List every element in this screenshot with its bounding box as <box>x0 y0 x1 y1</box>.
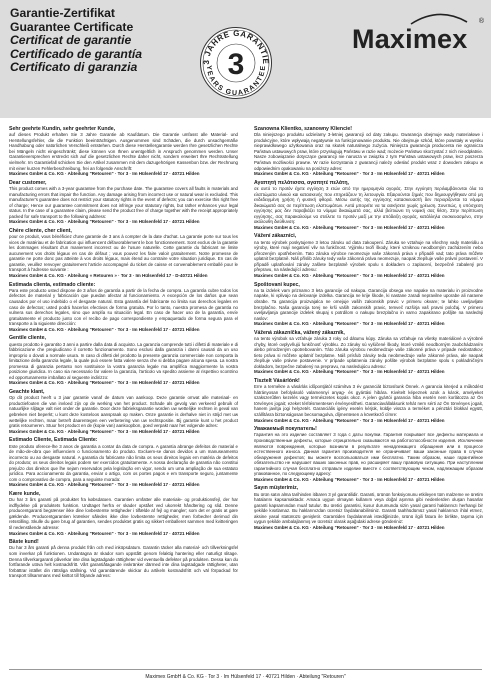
seal-bottom-text: YEARS GUARANTEE <box>204 65 268 98</box>
section-heading: Kære kunde, <box>9 490 41 497</box>
section-heading: Dear customer, <box>9 179 47 186</box>
section-pl <box>254 126 483 177</box>
title-fr: Certificat de garantie <box>10 33 132 48</box>
title-it: Certificato di garanzia <box>10 60 138 75</box>
section-sl <box>254 282 483 327</box>
section-heading: Estimada clienta, estimado cliente: <box>9 281 96 288</box>
section-address: Maximex GmbH & Co. KG · Abteilung « Retouren » · Tor 3 · Im Hülsenfeld 17 · D-40721 Hilden <box>9 273 208 279</box>
section-address: Maximex GmbH & Co. KG · Abteilung "Retouren" · Tor 3 · Im Hülsenfeld 17 · 40721 Hilden <box>254 273 445 279</box>
section-tr <box>254 485 483 530</box>
guarantee-seal-icon <box>199 26 273 100</box>
brand-logo <box>352 18 484 58</box>
section-hu <box>254 378 483 423</box>
section-de <box>9 126 238 177</box>
section-cs <box>254 233 483 278</box>
section-body: auf dieses Produkt erhalten Sie 3 Jahre Garantie ab Kaufdatum. Die Garantie umfasst alle Material- und Herstellungsfehler, die die Funktion beeinträchtigen. Ausgenommen sind Schäden, die durch unsachgemäße Handhabung oder natürlichen Verschleiß entstehen. Durch diese Herstellergarantie werden Ihre gesetzlichen Rechte bei Mängeln nicht eingeschränkt; diese können von Ihnen unentgeltlich in Anspruch genommen werden. Unser Garantieversprechen erstreckt sich auf die gesetzlichen Rechte daher nicht, sondern erweitert Ihre Rechtsstellung vielmehr. Im Garantiefall schicken Sie den Artikel zusammen mit dem dazugehörigen Kassenbon bzw. der Rechnung mit einer kurzen Fehlerbeschreibung, frei an folgende Anschrift: <box>9 132 238 171</box>
section-it <box>9 335 238 386</box>
title-es: Certificado de garantía <box>10 46 143 61</box>
section-body: na tento výrobok sa vzťahuje záruka 3 roky od dátumu kúpy. Záruka sa vzťahuje na všetky materiálové a výrobné chyby, ktoré ovplyvňujú funkčnosť výrobku. Zo záruky sú vylúčené škody, ktoré vznikli neodborným zaobchádzaním alebo prirodzeným opotrebovaním. Táto záruka výrobcu neobmedzuje vaše zákonné práva v prípade nedostatkov; tieto práva si môžete uplatniť bezplatne. Náš prísľub záruky teda neobmedzuje vaše zákonné práva, ale naopak zlepšuje vaše právne postavenie. V prípade uplatnenia záruky pošlite výrobok bezplatne spolu s pokladničným dokladom, bezpečne zabalený na prepravu, na nasledujúcu adresu: <box>254 336 483 369</box>
section-heading: Уважаемый покупатель! <box>254 426 317 433</box>
section-address: Maximex GmbH & Co. KG · Abteilung "Retouren" · Tor 3 · Im Hülsenfeld 17 · 40721 Hilden <box>254 369 445 375</box>
section-sv <box>9 539 238 579</box>
section-body: pour ce produit, vous bénéficiez d'une garantie de 3 ans à compter de la date d'achat. La garantie porte sur tous les vices de matériau et de fabrication qui influencent défavorablement le bon fonctionnement. Sont exclus de la garantie les dommages résultant d'un maniement incorrect ou de l'usure naturelle. Cette garantie du fabricant ne limite aucunement vos droits légaux en cas de défaut ; vous pouvez les faire valoir gratuitement. Notre promesse de garantie ne porte donc pas atteinte à vos droits légaux, mais étend au contraire votre situation juridique. En cas de garantie, veuillez renvoyer gratuitement l'article accompagné du ticket de caisse et convenablement emballé pour le transport à l'adresse suivante : <box>9 234 238 273</box>
section-body: Bu ürün satın alma tarihinden itibaren 3 yıl garantilidir. Garanti, ürünün fonksiyonunu etkileyen tüm malzeme ve üretim hatalarını kapsamaktadır. Amaca uygun olmayan kullanım veya doğal aşınma gibi nedenlerden oluşan hasarlar garanti kapsamından muaf tutulur. Bu üretici garantisi, kusur durumunda sizin yasal garanti haklarınızı herhangi bir şekilde kısıtlamaz. Bu haklarınızdan ücretsiz faydalanabilirsiniz. Garanti taahhüdümüz yasal haklarınızı ihlal etmez, aksine yasal statünüzü genişletir. Garantiden faydalanmak istediğinizde, ürünü ilgili fatura ile birlikte, taşıma için uygun şekilde ambalajlanmış ve ücretsiz olarak aşağıdaki adrese gönderiniz: <box>254 491 483 525</box>
section-heading: Estimado Cliente, Estimada Cliente: <box>9 437 98 444</box>
title-de: Garantie-Zertifikat <box>10 6 115 20</box>
section-address: Maximex GmbH & Co. KG · Abteilung "Retouren" · Tor 3 · Im Hülsenfeld 17 · 40721 Hilden <box>254 417 445 423</box>
section-body: This product comes with a 3-year guarantee from the purchase date. The guarantee covers all faults in materials and manufacturing errors that impair the function. Any damage arising from incorrect use or natural wear is excluded. This manufacturer's guarantee does not restrict your statutory rights in the event of defects; you can exercise this right free of charge; Hence our guarantee commitment does not infringe your statutory rights, but rather enhances your legal status. In the case of a guarantee claim, please send the product free of charge together with the receipt appropriately packed for safe transport to the following address: <box>9 186 238 219</box>
section-da <box>9 491 238 536</box>
section-el <box>254 180 483 231</box>
section-address: Maximex GmbH & Co. KG · Abteilung "Retouren" · Tor 3 · Im Hülsenfeld 17 · 40721 Hilden <box>9 380 200 386</box>
section-address: Maximex GmbH & Co. KG · Abteilung "Retouren" · Tor 3 · Im Hülsenfeld 17 · 40721 Hilden <box>9 219 200 225</box>
title-en: Guarantee Certificate <box>10 19 134 34</box>
section-body: questo prodotto è garantito 3 anni a partire dalla data di acquisto. La garanzia comprende tutti i difetti di materiale e di fabbricazione che pregiudicano il corretto funzionamento. Sono esclusi dalla garanzia i danni causati da un uso improprio o dovuti a normale usura. In caso di difetti del prodotto la presente garanzia commerciale non comporta la limitazione della garanzia legale, la quale può essere fatta valere senza che si debba pagare alcuna spesa. La nostra promessa di garanzia pertanto non sostituisce la vostra garanzia legale ma amplifica maggiormente la vostra posizione giuridica. In caso sia necessario far valere la garanzia, l'articolo va spedito assieme al rispettivo scontrino ed opportunamente imballato al seguente indirizzo: <box>9 341 238 380</box>
section-address: Maximex GmbH & Co. KG · Abteilung "Retouren" · Tor 3 · Im Hülsenfeld 17 · 40721 Hilden <box>9 482 200 488</box>
section-address: Maximex GmbH & Co. KG · Abteilung "Retouren" · Tor 3 · Im Hülsenfeld 17 · 40721 Hilden <box>9 428 200 434</box>
section-body: Du har 3 års garanti på produktet fra købsdatoen. Garantien omfatter alle materiale- og produktionsfejl, der har indflydelse på produktets funktion. Undtaget herfra er skader opstået ved ukorrekt håndtering og slid. Denne producentgaranti begrænser ikke dine lovbestemte rettigheder i tilfælde af fejl og mangler; som det er gratis at gøre gældende. Producentgarantien krænker således ikke dine lovbestemte rettigheder, men forbedrer derimod din retsstilling. Skulle du gøre brug af garantien, sendes produktet gratis og sikkert emballeret sammen med kvitteringen til nedenstående adresse: <box>9 497 238 530</box>
section-ru <box>254 426 483 482</box>
section-address: Maximex GmbH & Co. KG · Abteilung "Retouren" · Tor 3 · Im Hülsenfeld 17 · 40721 Hilden <box>254 224 445 230</box>
footer-divider <box>9 669 482 670</box>
section-en <box>9 180 238 225</box>
section-address: Maximex GmbH & Co. KG · Abteilung "Retouren" · Tor 3 · Im Hülsenfeld 17 · 40721 Hilden <box>254 321 445 327</box>
section-body: Erre a termékre a vásárlás időpontjától számítva 3 év garanciát biztosítunk Önnek. A garancia kiterjed a működést hátrányosan befolyásoló valamennyi anyag- és gyártási hibára. Kivételt képeznek azok a károk, amelyeket szakszerűtlen kezelés vagy természetes kopás okoz. A jelen gyártói garancia hiba esetén nem korlátozza az Ön törvényes jogait; ezeket térítésmentesen érvényesítheti. Garanciavállalásunk tehát nem sérti az Ön törvényes jogait, hanem javítja jogi helyzetét. Garanciális igény esetén kérjük, küldje vissza a terméket a pénztári blokkal együtt, szállításra biztonságosan becsomagolva, díjmentesen a következő címre: <box>254 384 483 417</box>
section-address: Maximex GmbH & Co. KG · Abteilung "Retouren" · Tor 3 · Im Hülsenfeld 17 · 40721 Hilden <box>254 476 445 482</box>
section-body: Dla niniejszego produktu udzielamy 3-letniej gwarancji od daty zakupu. Gwarancja obejmuje wady materiałowe i produkcyjne, które wpływają negatywnie na funkcjonowanie produktu. Nie obejmuje szkód, które powstały w wyniku nieprawidłowego użytkowania oraz na skutek naturalnego zużycia. Niniejsza gwarancja producenta nie ogranicza Państwa ustawowych praw, które przysługują Państwu w razie wad; możecie Państwo skorzystać z nich nieodpłatnie. Nasze zobowiązanie dotyczące gwarancji nie narusza w związku z tym Państwa ustawowych praw, lecz poszerza Państwa możliwości prawne. W razie korzystania z gwarancji należy odesłać produkt wraz z dowodem zakupu w odpowiednim opakowaniu na poniższy adres: <box>254 132 483 171</box>
section-address: Maximex GmbH & Co. KG · Abteilung "Retouren" · Tor 3 · Im Hülsenfeld 17 · 40721 Hilden <box>9 326 200 332</box>
section-body: Op dit product heeft u 3 jaar garantie vanaf de datum van aankoop. Deze garantie omvat alle materiaal- en productiefouten die van invloed zijn op de werking van het product. Schade als gevolg van verkeerd gebruik of natuurlijke slijtage valt niet onder de garantie. Door deze fabrieksgarantie worden uw wettelijke rechten in geval van gebreken niet beperkt; u kunt deze kosteloos aanspraak op maken. Onze garantie is derhalve niet in strijd met uw wettelijke rechten, maar betreft daarentegen een verbetering van uw rechtspositie. Bij garantie kunt u het product gratis retourneren. Stuur het product en de (kopie van) aankoopbon, goed verpakt naar het volgende adres: <box>9 395 238 429</box>
guarantee-text-columns <box>9 126 483 666</box>
section-heading: Szanowna Klientko, szanowny Kliencie! <box>254 126 353 132</box>
section-heading: Αγαπητή πελάτισσα, αγαπητέ πελάτη, <box>254 179 349 186</box>
section-heading: Vážená zákazníčka, vážený zákazník, <box>254 329 345 336</box>
section-address: Maximex GmbH & Co. KG · Abteilung "Retouren" · Tor 3 · Im Hülsenfeld 17 · 40721 Hilden <box>9 530 200 536</box>
seal-number: 3 <box>227 48 245 81</box>
section-body: Para este producto usted dispone de 3 años de garantía a partir de la fecha de compra. La garantía cubre todos los defectos de material y fabricación que puedan afectar al funcionamiento. A excepción de los daños que sean causados por el uso indebido o el desgaste natural. Esta garantía del fabricante no limita sus derechos legales en caso de defectos; usted podrá hacerlos efectivos de forma gratuita. Por lo tanto, nuestra promesa de garantía no vulnera sus derechos legales, sino que amplía su situación legal. En caso de hacer uso de la garantía, envíe gratuitamente el producto junto con el recibo de pago correspondiente y empaquetado de forma segura para el transporte a la siguiente dirección: <box>9 287 238 327</box>
section-heading: Spoštovani kupec, <box>254 281 300 288</box>
section-pt <box>9 437 238 488</box>
seal-top-text: 3 JAHRE GARANTIE <box>201 28 271 65</box>
trademark-symbol: ® <box>478 18 484 25</box>
section-fr <box>9 228 238 279</box>
footer-address: Maximex GmbH & Co. KG · Tor 3 · Im Hülsenfeld 17 · 40721 Hilden · Abteilung "Retouren" <box>145 674 346 680</box>
brand-name: Maximex <box>352 24 468 54</box>
certificate-titles <box>10 7 142 75</box>
section-heading: Gentile cliente, <box>9 335 46 342</box>
section-heading: Vážení zákazníci, <box>254 233 297 240</box>
section-body: Гарантия на это изделие составляет 3 года с даты покупки. Гарантия покрывает все дефекты материала и производственные дефекты, которые отрицательно сказываются на работоспособности изделия. Исключение являются повреждения, которые возникли в результате ненадлежащего обращения или в процессе естественного износа. Данная гарантия производителя не ограничивает ваши законные права в случае обнаружения дефектов; вы можете воспользоваться ими бесплатно. Таким образом, наше гарантийное обязательство не нарушает ваших законных прав, но расширяет вашу правовую ситуацию. При наступлении гарантийного случая бесплатно отправьте изделие вместе с соответствующим чеком, надлежащим образом упакованное, по следующему адресу: <box>254 432 483 477</box>
section-heading: Sehr geehrte Kundin, sehr geehrter Kunde, <box>9 126 116 132</box>
section-address: Maximex GmbH & Co. KG · Abteilung "Retouren" · Tor 3 · Im Hülsenfeld 17 · 40721 Hilden <box>254 171 445 177</box>
section-body: na ta izdelek vam priznamo 3 leta garancije od nakupa. Garancija obsega vse napake na materialu in proizvodne napake, ki vplivajo na delovanje izdelka. Garancija ne krije škode, ki nastane zaradi nepravilne uporabe ali naravne obrabe. Ta garancija proizvajalca ne omejuje vaših zakonskih pravic v primeru okvare; te lahko uveljavljate brezplačno. Naša garancija torej ne krši vaših zakonskih pravic, temveč razširja vaš pravni položaj. V primeru uveljavljanja garancije izdelek skupaj s potrdilom o nakupu brezplačno in varno zapakirano pošljite na naslednji naslov: <box>254 287 483 321</box>
section-nl <box>9 389 238 434</box>
section-heading: Geachte klant, <box>9 389 45 396</box>
section-body: na tento výrobek poskytujeme 3 letou záruku od data zakoupení. Záruka se vztahuje na všechny vady materiálu a výroby, které mají negativní vliv na funkčnost. Výjimku tvoří škody, které vzniknou neodborným zacházením nebo přirozeným opotřebením. Tato záruka výrobce neomezuje vaše zákonná práva v případě vad; tato práva můžete uplatnit bezplatně. Náš příslib záruky tedy vaše zákonná práva neomezuje, naopak zlepšuje vaše právní postavení. V případě uplatňování záruky zašlete bezplatně výrobek spolu s dokladem o zaplacení, bezpečně zabalený pro přepravu, na následující adresu: <box>254 239 483 273</box>
section-heading: Sayın müşterimiz, <box>254 485 299 492</box>
section-body: Du har 3 års garanti på denna produkt från och med inköpsdatum. Garantin täcker alla material- och tillverkningsfel som inverkar på funktionen. Undantagna är skador som uppstått genom felaktig hantering eller naturligt slitage. Denna tillverkargaranti påverkar inte dina lagstadgade rättigheter vid eventuella defekter på produkten. Dessa kan du fortfarande utöva helt kostnadsfritt. Vårt garantiåtagande inskränker därmed inte dina lagstadgade rättigheter, utan förbättrar istället din rättsliga ställning. Vid garantiärende skickar du artikeln kostnadsfritt och väl förpackad för transport tillsammans med kvittot till följande adress: <box>9 545 238 579</box>
right-column <box>254 126 483 666</box>
section-heading: Bäste kund! <box>9 539 39 546</box>
section-heading: Chère cliente, cher client, <box>9 227 72 234</box>
section-address: Maximex GmbH & Co. KG · Abteilung "Retouren" · Tor 3 · Im Hülsenfeld 17 · 40721 Hilden <box>254 524 445 530</box>
section-sk <box>254 330 483 375</box>
header-band <box>0 0 491 118</box>
section-body: Este produto oferece-lhe 3 anos de garantia a contar da data de compra. A garantia abrange defeitos de material e de mão-de-obra que influenciem o funcionamento do produto. Excluem-se danos devidos a um manuseamento incorrecto ou ao desgaste natural. A garantia do fabricante não limita os seus direitos legais em matéria de defeitos do produto; os seus direitos legais podem ser exercidos gratuitamente. A nossa declaração de garantia não constitui prejuízo dos direitos que lhe sejam reservados pela legislação em vigor, sendo um uma ampliação de sua estatuto jurídico. Para accionamento da garantia, enviar o artigo, com os portes pagos e em transporte seguro, juntamente com o comprovativo de compra, para a seguinte morada: <box>9 443 238 482</box>
left-column <box>9 126 238 666</box>
section-address: Maximex GmbH & Co. KG · Abteilung "Retouren" · Tor 3 · Im Hülsenfeld 17 · 40721 Hilden <box>9 171 200 177</box>
section-body: σε αυτό το προϊόν έχετε εγγύηση 3 ετών από την ημερομηνία αγοράς. Στην εγγύηση περιλαμβάνονται όλα τα ελαττώματα υλικού και κατασκευής που επηρεάζουν τη λειτουργία. Εξαιρούνται ζημιές που δημιουργήθηκαν από μη ενδεδειγμένη χρήση ή φυσική φθορά. Μέσω αυτής της εγγύησης κατασκευαστή δεν περιορίζονται τα νόμιμα δικαιώματά σας σε περίπτωση ελαττωμάτων. Αυτά μπορείτε να τα ασκήσετε χωρίς χρέωση. Συνεπώς, η υπόσχεση εγγύησης μας δεν παραβιάζει τα νόμιμα δικαιώματά σας, αλλά βελτιώνει τη νομική σας θέση. Στην περίπτωση εγγύησης, σας παρακαλούμε να στείλετε το προϊόν μαζί με την απόδειξη αγοράς, κατάλληλα συσκευασμένο, στην ακόλουθη διεύθυνση: <box>254 186 483 225</box>
section-es <box>9 282 238 333</box>
section-heading: Tisztelt Vásárlónk! <box>254 377 300 384</box>
